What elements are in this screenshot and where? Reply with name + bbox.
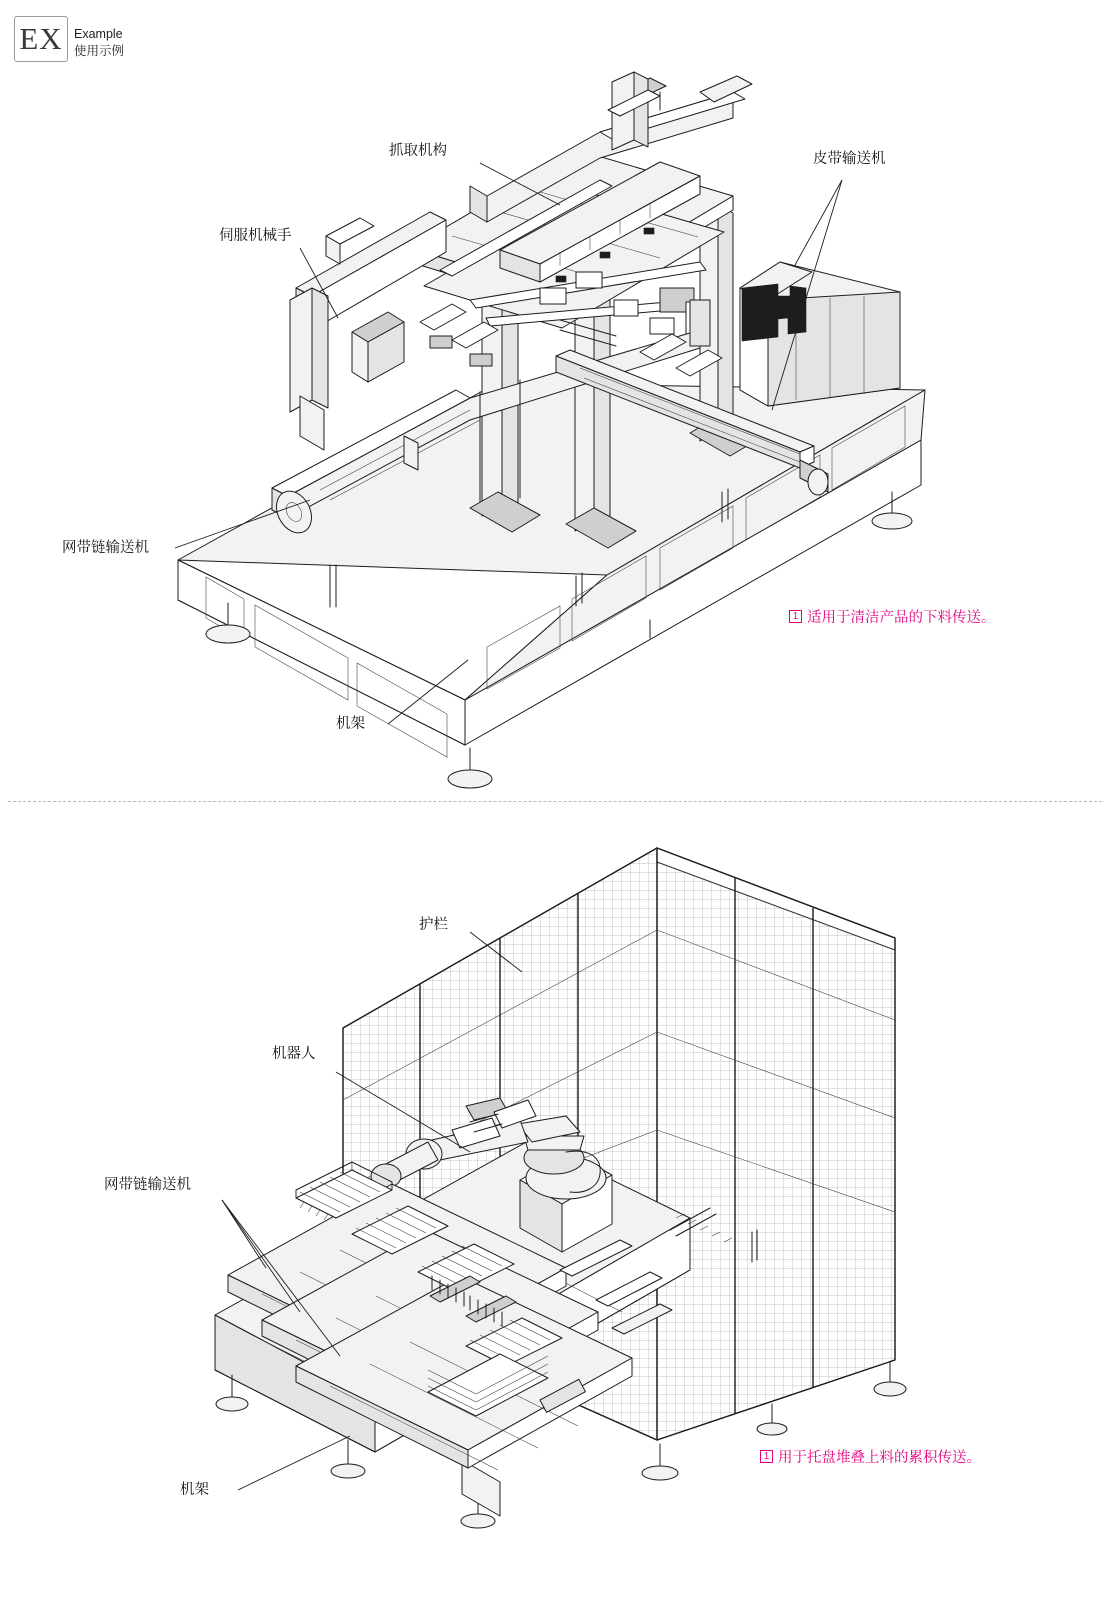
- right-station-enclosure: [740, 262, 900, 406]
- label-belt-conveyor: 皮带输送机: [813, 151, 886, 167]
- note-marker-icon: 1: [789, 610, 802, 623]
- example-badge-code: EX: [14, 16, 68, 62]
- note-bottom-text: 用于托盘堆叠上料的累积传送。: [778, 1450, 981, 1466]
- label-mesh-belt-chain-conveyor-bottom: 网带链输送机: [104, 1177, 191, 1193]
- label-guard-rail: 护栏: [419, 917, 448, 933]
- label-grab-mechanism: 抓取机构: [389, 143, 447, 159]
- note-top-text: 适用于清洁产品的下料传送。: [807, 610, 996, 626]
- note-top: [789, 606, 996, 627]
- label-frame-top: 机架: [336, 716, 365, 732]
- label-frame-bottom: 机架: [180, 1482, 209, 1498]
- note-marker-icon: 1: [760, 1450, 773, 1463]
- figure-bottom-artwork: [0, 800, 1110, 1600]
- example-badge-cn: 使用示例: [74, 44, 125, 59]
- example-badge-en: Example: [74, 27, 123, 42]
- label-servo-manipulator: 伺服机械手: [219, 228, 292, 244]
- label-robot: 机器人: [272, 1046, 316, 1062]
- note-bottom: [760, 1446, 981, 1467]
- label-mesh-belt-chain-conveyor-top: 网带链输送机: [62, 540, 149, 556]
- machine-base: [178, 383, 925, 745]
